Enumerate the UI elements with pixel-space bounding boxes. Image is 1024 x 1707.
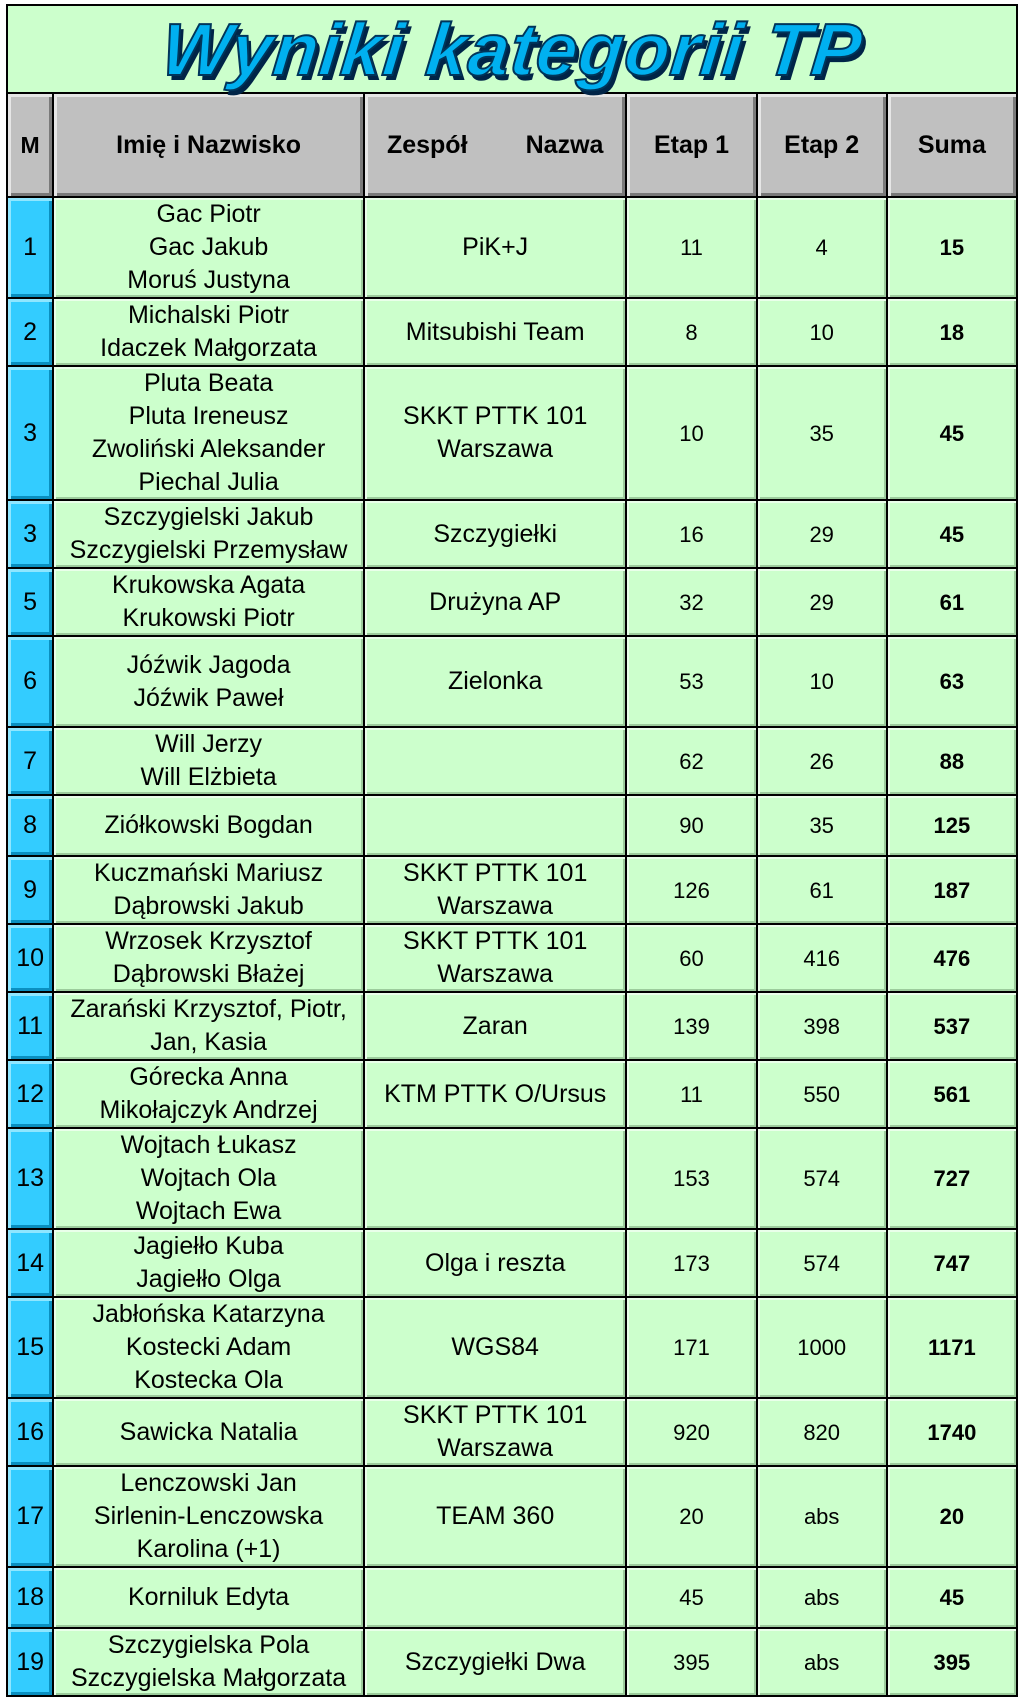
suma-cell: 61 xyxy=(887,568,1017,636)
participant-name: Jan, Kasia xyxy=(150,1028,267,1056)
place-cell: 18 xyxy=(7,1567,53,1628)
table-row xyxy=(7,856,1017,924)
participant-name: Jagiełło Olga xyxy=(136,1265,281,1293)
team-cell xyxy=(364,856,626,924)
participant-name: Wojtach Ewa xyxy=(135,1197,282,1225)
etap2-cell: abs xyxy=(757,1628,887,1696)
header-etap2: Etap 2 xyxy=(757,93,887,197)
team-cell xyxy=(364,366,626,500)
etap1-cell: 53 xyxy=(626,636,756,727)
suma-cell: 45 xyxy=(887,366,1017,500)
etap1-cell: 153 xyxy=(626,1128,756,1229)
names-cell xyxy=(53,1060,364,1128)
participant-name: Moruś Justyna xyxy=(127,266,290,294)
table-row xyxy=(7,727,1017,795)
title-banner xyxy=(6,4,1018,92)
team-cell xyxy=(364,1297,626,1398)
participant-name: Wrzosek Krzysztof xyxy=(105,927,312,955)
place-cell: 6 xyxy=(7,636,53,727)
suma-cell: 747 xyxy=(887,1229,1017,1297)
team-name: SKKT PTTK 101 xyxy=(403,927,588,955)
team-name: SKKT PTTK 101 xyxy=(403,402,588,430)
names-cell xyxy=(53,1128,364,1229)
suma-cell: 476 xyxy=(887,924,1017,992)
team-name: Zaran xyxy=(462,1011,528,1040)
table-row xyxy=(7,1398,1017,1466)
header-team-a: Zespół xyxy=(386,130,468,159)
participant-name: Szczygielski Przemysław xyxy=(69,536,348,564)
table-row xyxy=(7,1567,1017,1628)
etap2-cell: 1000 xyxy=(757,1297,887,1398)
etap1-cell: 62 xyxy=(626,727,756,795)
team-name: Warszawa xyxy=(437,435,554,463)
team-name: Olga i reszta xyxy=(425,1248,566,1277)
team-name: SKKT PTTK 101 xyxy=(403,1401,588,1429)
suma-cell: 63 xyxy=(887,636,1017,727)
etap2-cell: 26 xyxy=(757,727,887,795)
etap2-cell: 550 xyxy=(757,1060,887,1128)
names-cell xyxy=(53,500,364,568)
etap1-cell: 32 xyxy=(626,568,756,636)
header-team-b: Nazwa xyxy=(525,130,604,159)
names-cell xyxy=(53,298,364,366)
suma-cell: 561 xyxy=(887,1060,1017,1128)
results-table xyxy=(6,92,1018,1697)
team-cell xyxy=(364,636,626,727)
results-body xyxy=(7,197,1017,1696)
participant-name: Jagiełło Kuba xyxy=(133,1232,284,1260)
place-cell: 3 xyxy=(7,500,53,568)
etap2-cell: 10 xyxy=(757,298,887,366)
place-cell: 14 xyxy=(7,1229,53,1297)
participant-name: Mikołajczyk Andrzej xyxy=(99,1096,318,1124)
etap2-cell: 35 xyxy=(757,366,887,500)
names-cell xyxy=(53,727,364,795)
etap1-cell: 171 xyxy=(626,1297,756,1398)
names-cell xyxy=(53,568,364,636)
table-row xyxy=(7,1466,1017,1567)
names-cell xyxy=(53,1628,364,1696)
names-cell xyxy=(53,636,364,727)
place-cell: 3 xyxy=(7,366,53,500)
team-name: Zielonka xyxy=(447,667,543,695)
suma-cell: 88 xyxy=(887,727,1017,795)
header-name: Imię i Nazwisko xyxy=(53,93,364,197)
table-row xyxy=(7,568,1017,636)
team-cell xyxy=(364,197,626,298)
suma-cell: 125 xyxy=(887,795,1017,856)
header-etap1: Etap 1 xyxy=(626,93,756,197)
suma-cell: 15 xyxy=(887,197,1017,298)
participant-name: Kostecka Ola xyxy=(134,1366,283,1394)
participant-name: Krukowska Agata xyxy=(111,571,306,599)
etap1-cell: 11 xyxy=(626,1060,756,1128)
team-name: WGS84 xyxy=(451,1333,539,1361)
etap2-cell: abs xyxy=(757,1567,887,1628)
etap1-cell: 16 xyxy=(626,500,756,568)
team-cell xyxy=(364,1628,626,1696)
team-name: Warszawa xyxy=(437,1434,554,1462)
etap1-cell: 173 xyxy=(626,1229,756,1297)
etap1-cell: 60 xyxy=(626,924,756,992)
names-cell xyxy=(53,1297,364,1398)
participant-name: Jóźwik Paweł xyxy=(133,683,284,712)
participant-name: Jabłońska Katarzyna xyxy=(92,1300,325,1328)
place-cell: 2 xyxy=(7,298,53,366)
etap2-cell: 4 xyxy=(757,197,887,298)
place-cell: 19 xyxy=(7,1628,53,1696)
team-cell xyxy=(364,1567,626,1628)
team-cell xyxy=(364,992,626,1060)
etap1-cell: 395 xyxy=(626,1628,756,1696)
header-team xyxy=(364,93,626,197)
team-cell xyxy=(364,298,626,366)
participant-name: Kuczmański Mariusz xyxy=(93,859,324,887)
team-cell xyxy=(364,1398,626,1466)
team-name: Drużyna AP xyxy=(429,587,562,616)
names-cell xyxy=(53,1398,364,1466)
team-cell xyxy=(364,1060,626,1128)
participant-name: Górecka Anna xyxy=(129,1063,288,1091)
place-cell: 15 xyxy=(7,1297,53,1398)
team-name: Warszawa xyxy=(437,960,554,988)
header-row xyxy=(7,93,1017,197)
place-cell: 9 xyxy=(7,856,53,924)
participant-name: Gac Piotr xyxy=(156,200,261,228)
etap1-cell: 10 xyxy=(626,366,756,500)
names-cell xyxy=(53,1567,364,1628)
suma-cell: 18 xyxy=(887,298,1017,366)
etap2-cell: 574 xyxy=(757,1128,887,1229)
names-cell xyxy=(53,992,364,1060)
etap2-cell: 10 xyxy=(757,636,887,727)
results-sheet xyxy=(6,4,1018,1697)
table-row xyxy=(7,1060,1017,1128)
etap1-cell: 8 xyxy=(626,298,756,366)
participant-name: Michalski Piotr xyxy=(127,301,290,329)
place-cell: 11 xyxy=(7,992,53,1060)
suma-cell: 395 xyxy=(887,1628,1017,1696)
participant-name: Dąbrowski Błażej xyxy=(112,960,305,988)
participant-name: Sawicka Natalia xyxy=(119,1417,298,1446)
names-cell xyxy=(53,856,364,924)
team-name: Szczygiełki Dwa xyxy=(404,1647,586,1676)
place-cell: 12 xyxy=(7,1060,53,1128)
table-row xyxy=(7,500,1017,568)
participant-name: Idaczek Małgorzata xyxy=(100,334,317,362)
etap2-cell: 416 xyxy=(757,924,887,992)
suma-cell: 537 xyxy=(887,992,1017,1060)
team-name: PiK+J xyxy=(462,233,529,261)
suma-cell: 1171 xyxy=(887,1297,1017,1398)
suma-cell: 727 xyxy=(887,1128,1017,1229)
place-cell: 13 xyxy=(7,1128,53,1229)
suma-cell: 20 xyxy=(887,1466,1017,1567)
place-cell: 17 xyxy=(7,1466,53,1567)
names-cell xyxy=(53,795,364,856)
team-name: Mitsubishi Team xyxy=(405,317,585,346)
participant-name: Pluta Beata xyxy=(143,369,274,397)
header-suma: Suma xyxy=(887,93,1017,197)
etap1-cell: 45 xyxy=(626,1567,756,1628)
participant-name: Piechal Julia xyxy=(138,468,279,496)
team-cell xyxy=(364,727,626,795)
etap2-cell: 820 xyxy=(757,1398,887,1466)
etap1-cell: 920 xyxy=(626,1398,756,1466)
etap2-cell: abs xyxy=(757,1466,887,1567)
table-row xyxy=(7,1229,1017,1297)
team-name: Warszawa xyxy=(437,892,554,920)
participant-name: Ziółkowski Bogdan xyxy=(104,811,313,839)
participant-name: Sirlenin-Lenczowska xyxy=(93,1502,324,1530)
etap2-cell: 29 xyxy=(757,500,887,568)
team-cell xyxy=(364,795,626,856)
names-cell xyxy=(53,924,364,992)
table-row xyxy=(7,197,1017,298)
participant-name: Dąbrowski Jakub xyxy=(113,892,304,920)
team-cell xyxy=(364,924,626,992)
names-cell xyxy=(53,1466,364,1567)
team-name: KTM PTTK O/Ursus xyxy=(384,1079,607,1108)
participant-name: Jóźwik Jagoda xyxy=(126,650,291,679)
participant-name: Szczygielski Jakub xyxy=(103,503,314,531)
etap2-cell: 61 xyxy=(757,856,887,924)
names-cell xyxy=(53,1229,364,1297)
participant-name: Wojtach Ola xyxy=(140,1164,277,1192)
place-cell: 16 xyxy=(7,1398,53,1466)
place-cell: 10 xyxy=(7,924,53,992)
team-name: SKKT PTTK 101 xyxy=(403,859,588,887)
team-cell xyxy=(364,1466,626,1567)
participant-name: Pluta Ireneusz xyxy=(128,402,289,430)
participant-name: Krukowski Piotr xyxy=(122,604,295,632)
participant-name: Will Jerzy xyxy=(155,730,263,758)
header-m: M xyxy=(7,93,53,197)
participant-name: Gac Jakub xyxy=(148,233,269,261)
table-row xyxy=(7,795,1017,856)
etap2-cell: 35 xyxy=(757,795,887,856)
etap2-cell: 574 xyxy=(757,1229,887,1297)
suma-cell: 45 xyxy=(887,500,1017,568)
table-row xyxy=(7,636,1017,727)
etap1-cell: 139 xyxy=(626,992,756,1060)
suma-cell: 45 xyxy=(887,1567,1017,1628)
table-row xyxy=(7,366,1017,500)
page-title: Wyniki kategorii TP xyxy=(157,7,867,91)
team-cell xyxy=(364,1229,626,1297)
table-row xyxy=(7,298,1017,366)
etap2-cell: 398 xyxy=(757,992,887,1060)
names-cell xyxy=(53,197,364,298)
etap1-cell: 20 xyxy=(626,1466,756,1567)
participant-name: Kostecki Adam xyxy=(125,1333,292,1361)
team-cell xyxy=(364,568,626,636)
suma-cell: 1740 xyxy=(887,1398,1017,1466)
participant-name: Szczygielska Pola xyxy=(107,1631,310,1659)
etap1-cell: 11 xyxy=(626,197,756,298)
team-name: TEAM 360 xyxy=(436,1502,555,1530)
participant-name: Wojtach Łukasz xyxy=(120,1131,297,1159)
etap1-cell: 126 xyxy=(626,856,756,924)
participant-name: Lenczowski Jan xyxy=(120,1469,297,1497)
etap1-cell: 90 xyxy=(626,795,756,856)
suma-cell: 187 xyxy=(887,856,1017,924)
team-cell xyxy=(364,500,626,568)
place-cell: 7 xyxy=(7,727,53,795)
team-name: Szczygiełki xyxy=(433,519,558,548)
place-cell: 1 xyxy=(7,197,53,298)
participant-name: Szczygielska Małgorzata xyxy=(71,1664,347,1692)
participant-name: Korniluk Edyta xyxy=(127,1583,290,1611)
team-cell xyxy=(364,1128,626,1229)
place-cell: 5 xyxy=(7,568,53,636)
table-row xyxy=(7,992,1017,1060)
table-row xyxy=(7,924,1017,992)
table-row xyxy=(7,1297,1017,1398)
table-row xyxy=(7,1628,1017,1696)
table-row xyxy=(7,1128,1017,1229)
names-cell xyxy=(53,366,364,500)
participant-name: Karolina (+1) xyxy=(136,1535,281,1563)
participant-name: Zwoliński Aleksander xyxy=(91,435,326,463)
participant-name: Will Elżbieta xyxy=(140,763,277,791)
etap2-cell: 29 xyxy=(757,568,887,636)
place-cell: 8 xyxy=(7,795,53,856)
participant-name: Zarański Krzysztof, Piotr, xyxy=(70,995,347,1023)
